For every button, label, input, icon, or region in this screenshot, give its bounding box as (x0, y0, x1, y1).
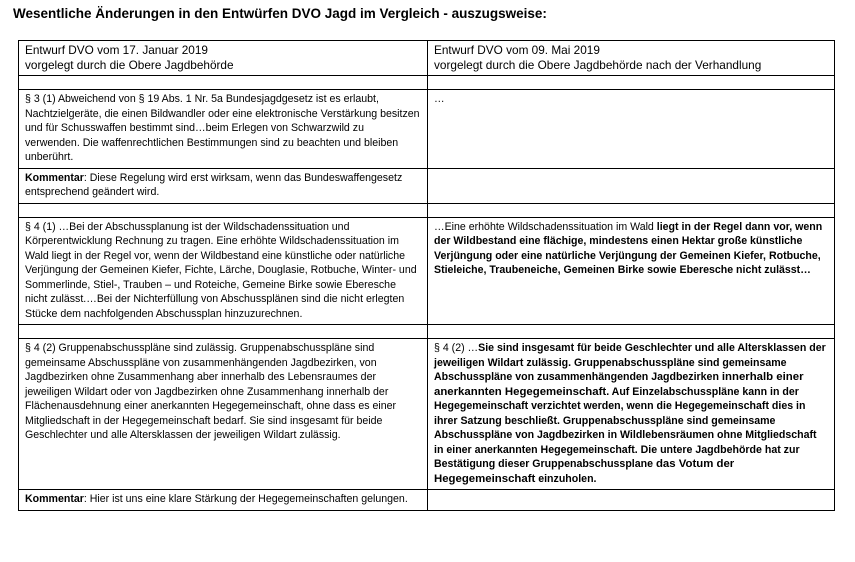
comment-1-text: : Diese Regelung wird erst wirksam, wenn das Bundeswaffengesetz entsprechend geändert wird. (25, 171, 403, 198)
comment-1-label: Kommentar (25, 171, 84, 184)
may-section-4-2-part2: . Auf Einzelabschusspläne kann in der Hegegemeinschaft verzichtet werden, wenn die Hegegemeinschaft dies in ihrer Satzung beschließt. Gruppenabschusspläne sind gemeinsame Abschusspläne von Jagdbezirken in Wildlebensräumen ohne Mitgliedschaft in einer anerkannten Hegegemeinschaft. Die untere Jagdbehörde hat zur Bestätigung dieser Gruppenabschussplane (434, 385, 817, 470)
may-section-4-2-highlight1: innerhalb einer anerkannten Hegegemeinschaft (434, 371, 804, 398)
may-section-4-2-part1: Sie sind insgesamt für beide Geschlechter und alle Altersklassen der jeweiligen Wildart zulässig. Gruppenabschusspläne sind gemeinsame Abschusspläne von zusammenhängenden Jagdbezirken (434, 342, 826, 383)
column-header-may-line2: vorgelegt durch die Obere Jagdbehörde nach der Verhandlung (434, 58, 762, 72)
table-row-section-4-1 (19, 217, 835, 325)
column-header-january-line1: Entwurf DVO vom 17. Januar 2019 (25, 43, 208, 57)
table-header-row (19, 41, 835, 76)
january-section-3-1: § 3 (1) Abweichend von § 19 Abs. 1 Nr. 5a Bundesjagdgesetz ist es erlaubt, Nachtzielgeräte, die einen Bildwandler oder eine elektronische Verstärkung besitzen und für Schusswaffen bestimmt sind…beim Erlegen von Schwarzwild zu verwenden. Die waffenrechtlichen Bestimmungen sind zu beachten und bleiben unberührt. (19, 90, 428, 169)
table-row-comment-1 (19, 168, 835, 203)
may-section-3-1: … (428, 90, 835, 169)
table-row-comment-2 (19, 490, 835, 511)
comment-1 (19, 168, 428, 203)
january-section-4-1: § 4 (1) …Bei der Abschussplanung ist der Wildschadenssituation und Körperentwicklung Rechnung zu tragen. Eine erhöhte Wildschadenssituation im Wald liegt in der Regel vor, wenn der Wildbestand eine künstliche oder natürliche Verjüngung der Gemeinen Kiefer, Fichte, Lärche, Douglasie, Rotbuche, Winter- und Sommerlinde, Stiel-, Trauben – und Roteiche, Gemeine Birke sowie Eberesche nicht zulässt.…Bei der Nichterfüllung von Abschussplänen sind die nicht erlegten Stücke dem nachfolgenden Abschussplan hinzuzurechnen. (19, 217, 428, 325)
column-header-january (19, 41, 428, 76)
column-header-may (428, 41, 835, 76)
comparison-table (18, 40, 835, 511)
page-title: Wesentliche Änderungen in den Entwürfen DVO Jagd im Vergleich - auszugsweise: (13, 6, 547, 21)
may-section-4-1 (428, 217, 835, 325)
may-section-4-2-highlight2: das Votum der Hegegemeinschaft (434, 458, 735, 485)
column-header-may-line1: Entwurf DVO vom 09. Mai 2019 (434, 43, 600, 57)
comment-2-label: Kommentar (25, 493, 84, 505)
january-section-4-2: § 4 (2) Gruppenabschusspläne sind zulässig. Gruppenabschusspläne sind gemeinsame Abschusspläne von zusammenhängenden Jagdbezirken, von Jagdbezirken ohne Zusammenhang aber innerhalb des Lebensraumes der jeweiligen Wildart oder von Jagdbezirken ohne Zusammenhang innerhalb der Flächenausdehnung einer anerkannten Hegegemeinschaft, ohne dass es einer Mitgliedschaft in der Hegegemeinschaft bedarf. Sie sind insgesamt für beide Geschlechter und alle Altersklassen der jeweiligen Wildart zulässig. (19, 339, 428, 490)
table-row-section-3-1 (19, 90, 835, 169)
table-spacer-row (19, 76, 835, 90)
table-spacer-row (19, 325, 835, 339)
may-section-4-1-intro: …Eine erhöhte Wildschadenssituation im Wald (434, 220, 657, 233)
comment-2 (19, 490, 428, 511)
may-section-4-1-change: liegt in der Regel dann vor, wenn der Wildbestand eine flächige, mindestens einen Hektar große künstliche Verjüngung oder eine natürliche Verjüngung der Gemeinen Kiefer, Rotbuche, Stieleiche, Traubeneiche, Gemeinen Birke sowie Eberesche nicht zulässt… (434, 220, 823, 276)
comment-2-text: : Hier ist uns eine klare Stärkung der Hegegemeinschaften gelungen. (83, 493, 408, 505)
table-spacer-row (19, 203, 835, 217)
table-row-section-4-2 (19, 339, 835, 490)
may-section-4-2 (428, 339, 835, 490)
column-header-january-line2: vorgelegt durch die Obere Jagdbehörde (25, 58, 234, 72)
may-section-4-2-intro: § 4 (2) … (434, 342, 479, 354)
may-section-4-2-part3: einzuholen. (535, 472, 597, 485)
